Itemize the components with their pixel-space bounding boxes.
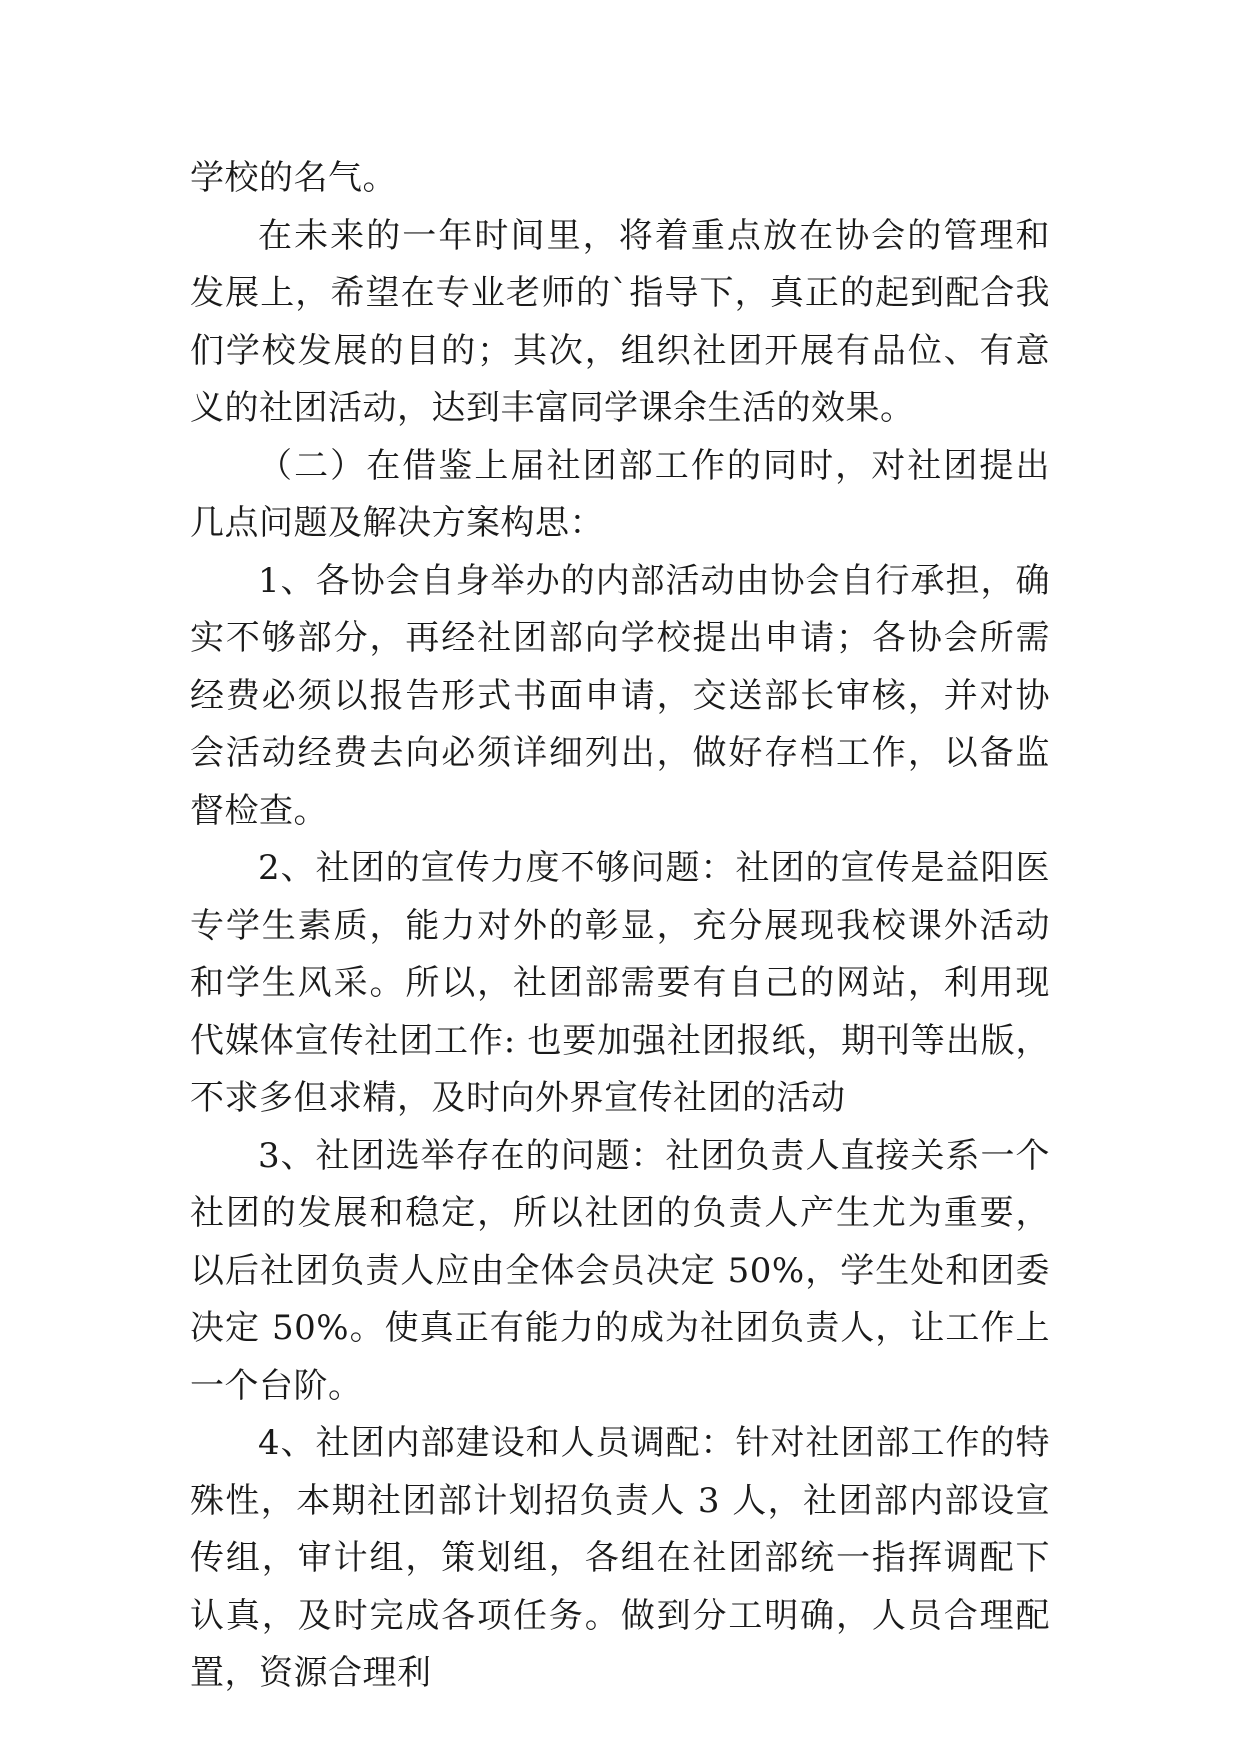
paragraph-7: 4、社团内部建设和人员调配：针对社团部工作的特殊性，本期社团部计划招负责人 3 人，社团部内部设宣传组，审计组，策划组，各组在社团部统一指挥调配下认真，及时完成各项任务。做到分工明确，人员合理配置，资源合理利 [190,1423,1050,1693]
document-body [190,150,1050,1703]
paragraph-5: 2、社团的宣传力度不够问题：社团的宣传是益阳医专学生素质，能力对外的彰显，充分展现我校课外活动和学生风采。所以，社团部需要有自己的网站，利用现代媒体宣传社团工作: 也要加强社团报纸，期刊等出版，不求多但求精，及时向外界宣传社团的活动 [190,848,1050,1118]
paragraph-6: 3、社团选举存在的问题：社团负责人直接关系一个社团的发展和稳定，所以社团的负责人产生尤为重要，以后社团负责人应由全体会员决定 50%，学生处和团委决定 50%。使真正有能力的成为社团负责人，让工作上一个台阶。 [190,1135,1050,1406]
paragraph-3: （二）在借鉴上届社团部工作的同时，对社团提出几点问题及解决方案构思： [190,445,1050,543]
paragraph-2: 在未来的一年时间里，将着重点放在协会的管理和发展上，希望在专业老师的`指导下，真正的起到配合我们学校发展的目的；其次，组织社团开展有品位、有意义的社团活动，达到丰富同学课余生活的效果。 [190,215,1050,428]
paragraph-1: 学校的名气。 [190,158,397,198]
paragraph-4: 1、各协会自身举办的内部活动由协会自行承担，确实不够部分，再经社团部向学校提出申请；各协会所需经费必须以报告形式书面申请，交送部长审核，并对协会活动经费去向必须详细列出，做好存档工作，以备监督检查。 [190,560,1050,831]
